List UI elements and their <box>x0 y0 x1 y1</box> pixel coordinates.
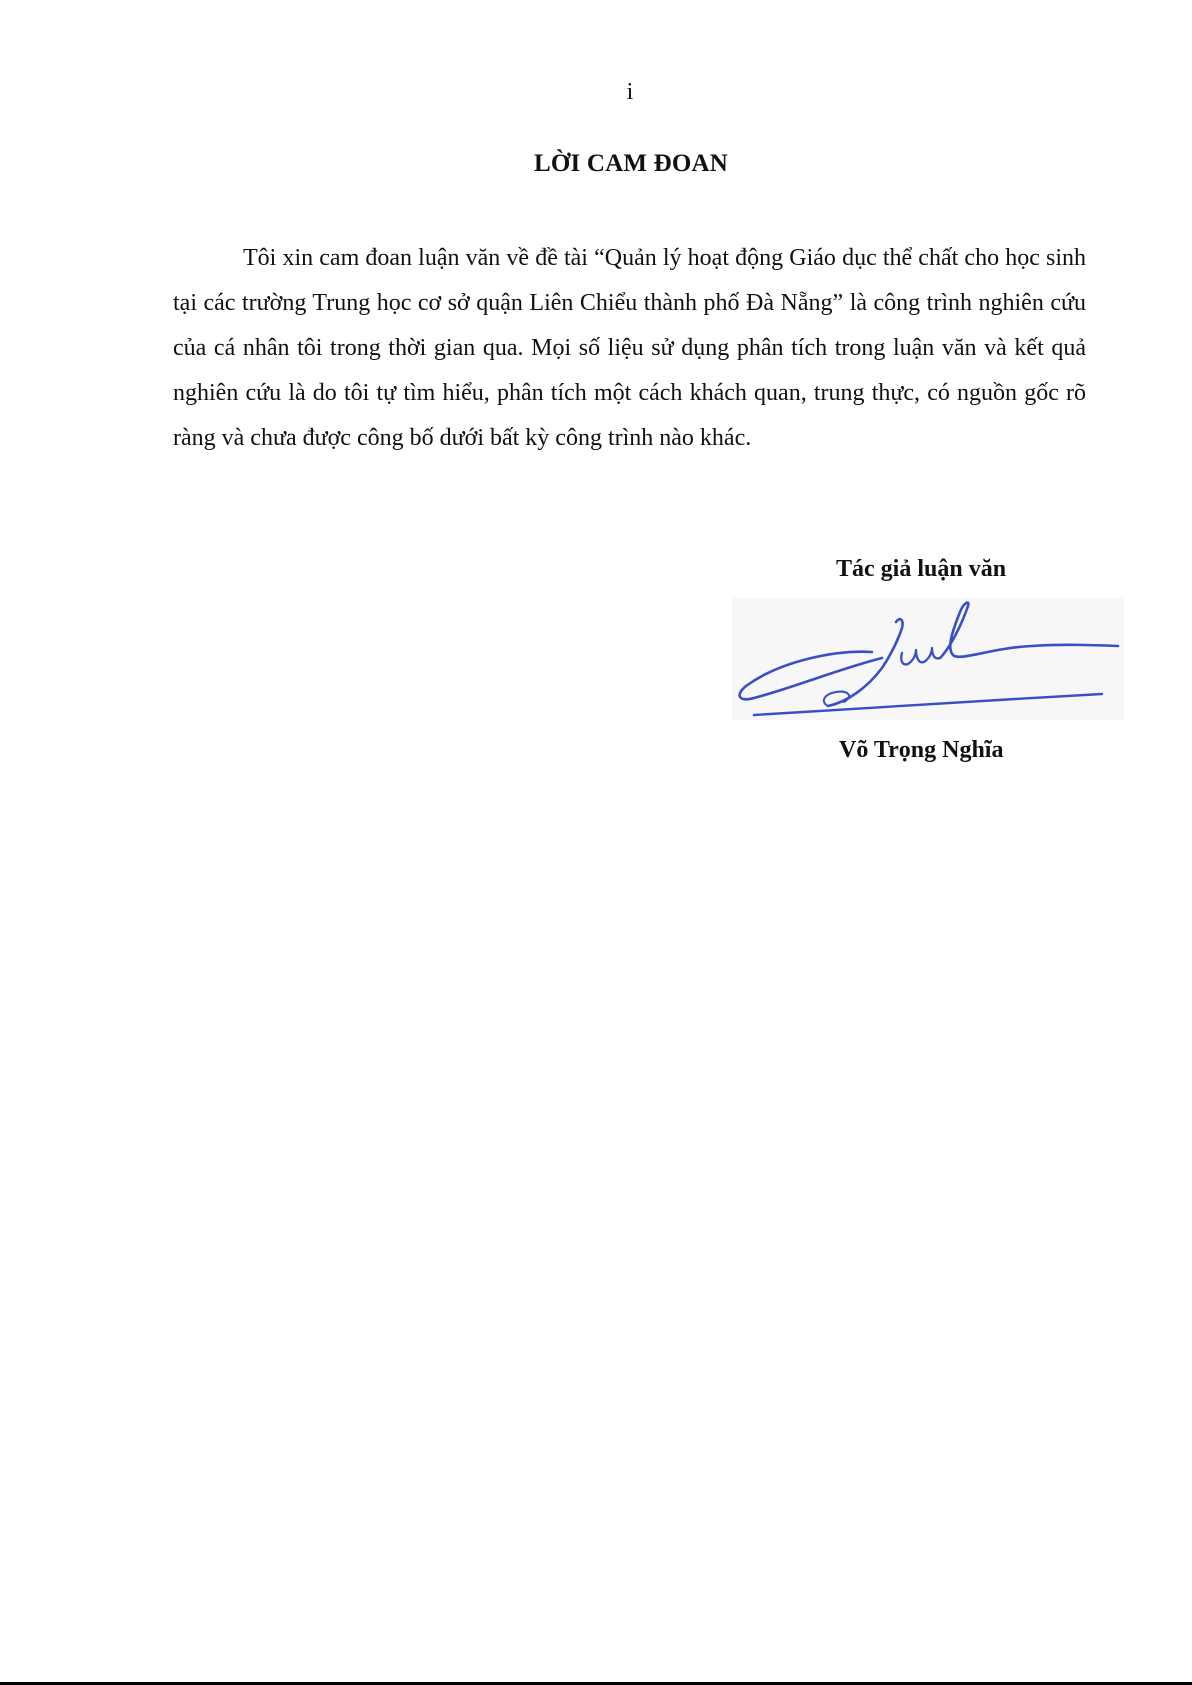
page-number: i <box>626 79 634 105</box>
author-name: Võ Trọng Nghĩa <box>839 737 1004 763</box>
declaration-paragraph: Tôi xin cam đoan luận văn về đề tài “Quản lý hoạt động Giáo dục thể chất cho học sinh tại các trường Trung học cơ sở quận Liên Chiểu thành phố Đà Nẵng” là công trình nghiên cứu của cá nhân tôi trong thời gian qua. Mọi số liệu sử dụng phân tích trong luận văn và kết quả nghiên cứu là do tôi tự tìm hiểu, phân tích một cách khách quan, trung thực, có nguồn gốc rõ ràng và chưa được công bố dưới bất kỳ công trình nào khác. <box>173 245 1086 451</box>
signature-icon <box>732 598 1124 720</box>
signature-image <box>732 598 1124 720</box>
page-title: LỜI CAM ĐOAN <box>533 150 729 177</box>
author-label: Tác giả luận văn <box>836 556 1007 582</box>
